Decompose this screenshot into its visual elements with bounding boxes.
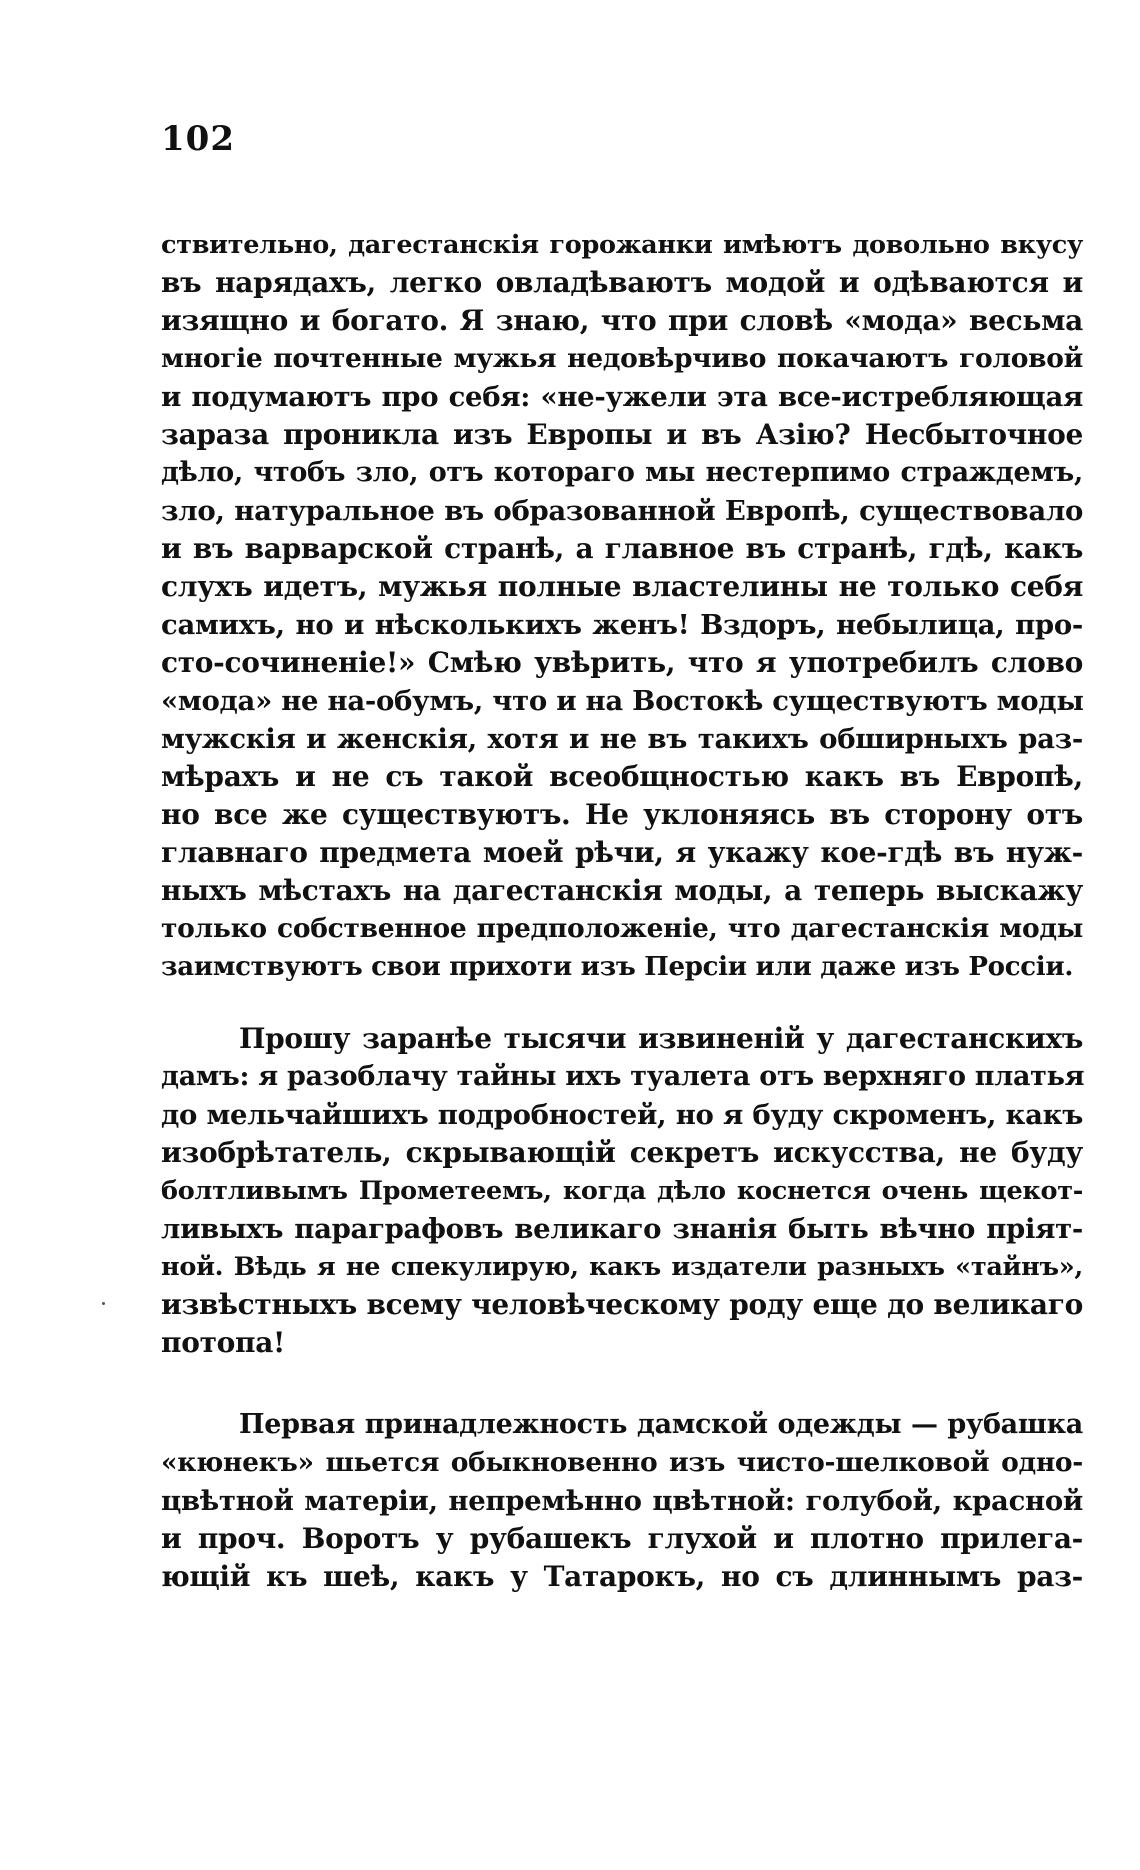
text-line: и подумаютъ про себя: «не-ужели эта все-истребляющая — [161, 381, 1083, 413]
text-line: до мельчайшихъ подробностей, но я буду скроменъ, какъ — [161, 1099, 1083, 1131]
text-line: въ нарядахъ, легко овладѣваютъ модой и одѣваются и — [161, 266, 1083, 299]
text-line: ныхъ мѣстахъ на дагестанскія моды, а теперь выскажу — [161, 874, 1083, 907]
paragraph-3 — [161, 1406, 1083, 1596]
text-line: изящно и богато. Я знаю, что при словѣ «мода» весьма — [161, 304, 1083, 337]
text-line: извѣстныхъ всему человѣческому роду еще до великаго — [161, 1288, 1083, 1321]
text-line: слухъ идетъ, мужья полные властелины не только себя — [161, 570, 1083, 603]
text-line: болтливымъ Прометеемъ, когда дѣло коснется очень щекот- — [161, 1176, 1083, 1206]
text-line: и въ варварской странѣ, а главное въ странѣ, гдѣ, какъ — [161, 532, 1083, 565]
text-line: главнаго предмета моей рѣчи, я укажу кое-гдѣ въ нуж- — [161, 836, 1083, 869]
text-line: самихъ, но и нѣсколькихъ женъ! Вздоръ, небылица, про- — [161, 609, 1083, 641]
text-line: Прошу заранѣе тысячи извиненій у дагестанскихъ — [239, 1022, 1083, 1055]
paragraph-2 — [161, 1020, 1083, 1362]
text-line: ной. Вѣдь я не спекулирую, какъ издатели разныхъ «тайнъ», — [161, 1252, 1083, 1282]
text-line: только собственное предположеніе, что дагестанскія моды — [161, 913, 1083, 944]
text-line: Первая принадлежность дамской одежды — рубашка — [239, 1409, 1083, 1440]
text-line: «кюнекъ» шьется обыкновенно изъ чисто-шелковой одно- — [161, 1447, 1083, 1478]
text-line: дѣло, чтобъ зло, отъ котораго мы нестерпимо страждемъ, — [161, 457, 1083, 488]
text-line: и проч. Воротъ у рубашекъ глухой и плотно прилега- — [161, 1522, 1083, 1555]
text-line: но все же существуютъ. Не уклоняясь въ сторону отъ — [161, 798, 1083, 831]
text-line: сто-сочиненіе!» Смѣю увѣрить, что я употребилъ слово — [161, 646, 1083, 679]
text-line: дамъ: я разоблачу тайны ихъ туалета отъ верхняго платья — [161, 1061, 1085, 1092]
text-line: многіе почтенные мужья недовѣрчиво покачаютъ головой — [161, 343, 1083, 374]
page-number: 102 — [161, 119, 235, 159]
text-line: «мода» не на-обумъ, что и на Востокѣ существуютъ моды — [161, 685, 1084, 717]
text-line: заимствуютъ свои прихоти изъ Персіи или даже изъ Россіи. — [161, 952, 1074, 982]
paragraph-1 — [161, 226, 1083, 986]
text-line: ливыхъ параграфовъ великаго знанія быть вѣчно пріят- — [161, 1213, 1083, 1245]
scan-speck — [102, 1302, 105, 1305]
text-line: ющій къ шеѣ, какъ у Татарокъ, но съ длиннымъ раз- — [161, 1560, 1083, 1593]
text-line: ствительно, дагестанскія горожанки имѣютъ довольно вкусу — [161, 230, 1083, 260]
text-line: зло, натуральное въ образованной Европѣ, существовало — [161, 495, 1083, 527]
text-line: цвѣтной матеріи, непремѣнно цвѣтной: голубой, красной — [161, 1485, 1083, 1517]
text-line: мужскія и женскія, хотя и не въ такихъ обширныхъ раз- — [161, 723, 1083, 755]
text-line: зараза проникла изъ Европы и въ Азію? Несбыточное — [161, 418, 1083, 451]
text-line: мѣрахъ и не съ такой всеобщностью какъ въ Европѣ, — [161, 760, 1083, 793]
text-line: изобрѣтатель, скрывающій секретъ искусства, не буду — [161, 1136, 1083, 1169]
text-line: потопа! — [161, 1326, 286, 1359]
